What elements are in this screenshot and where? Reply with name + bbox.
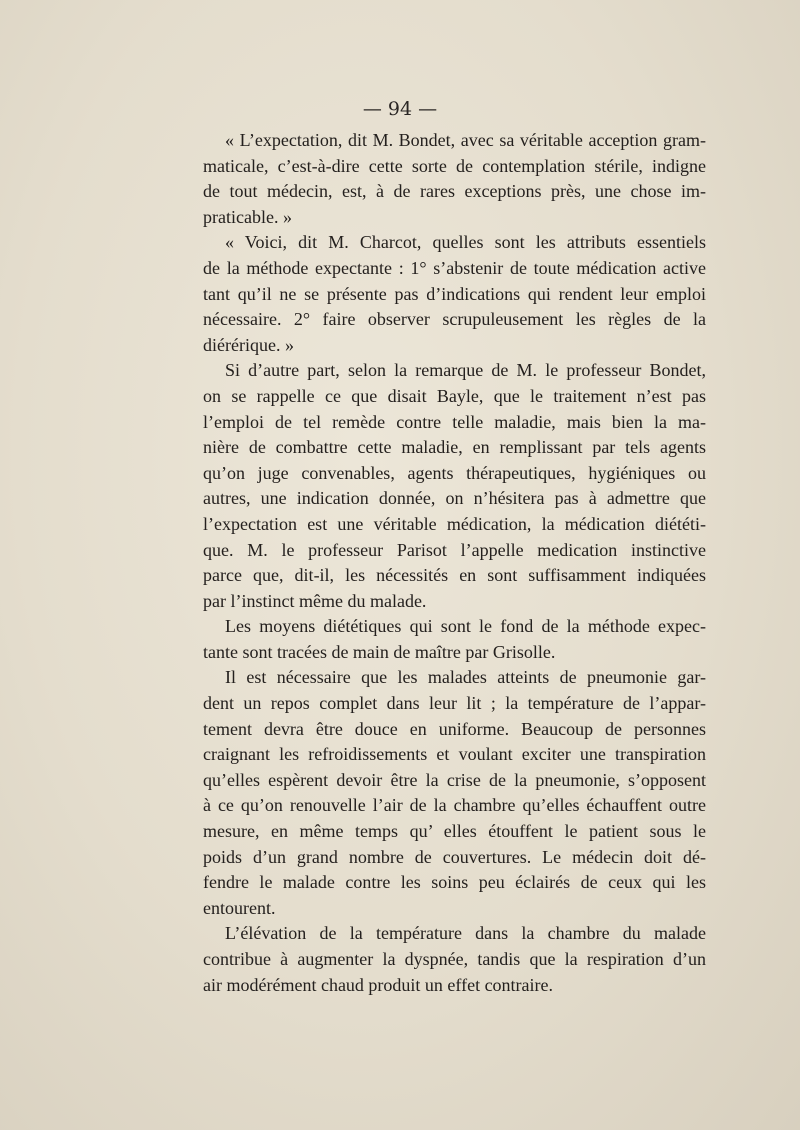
text-line: craignant les refroidissements et voulant exciter une transpiration [203,744,706,765]
text-line: que. M. le professeur Parisot l’appelle medication instinctive [203,539,706,560]
text-line: à ce qu’on renouvelle l’air de la chambre qu’elles échauffent outre [203,795,706,816]
text-line: qu’on juge convenables, agents thérapeutiques, hygiéniques ou [203,462,706,483]
text-line: Si d’autre part, selon la remarque de M. le professeur Bondet, [225,360,706,381]
text-line: diérérique. » [203,334,294,355]
text-line: de tout médecin, est, à de rares exceptions près, une chose im- [203,181,706,202]
text-line: maticale, c’est-à-dire cette sorte de contemplation stérile, indigne [203,155,706,176]
text-line: contribue à augmenter la dyspnée, tandis que la respiration d’un [203,949,706,969]
text-line: entourent. [203,897,276,918]
text-line: tante sont tracées de main de maître par Grisolle. [203,641,556,662]
paragraph [203,665,706,921]
text-line: de la méthode expectante : 1° s’abstenir de toute médication active [203,257,706,278]
text-line: l’expectation est une véritable médication, la médication diététi- [203,513,706,534]
text-line: fendre le malade contre les soins peu éclairés de ceux qui les [203,872,706,893]
text-line: « Voici, dit M. Charcot, quelles sont les attributs essentiels [225,232,706,253]
text-line: qu’elles espèrent devoir être la crise de la pneumonie, s’opposent [203,769,706,790]
text-line: praticable. » [203,206,292,227]
paragraph [203,614,706,665]
text-line: poids d’un grand nombre de couvertures. Le médecin doit dé- [203,846,706,867]
text-line: tement devra être douce en uniforme. Beaucoup de personnes [203,718,706,739]
text-line: « L’expectation, dit M. Bondet, avec sa véritable acception gram- [225,130,706,150]
paragraph [203,128,706,230]
text-line: nière de combattre cette maladie, en remplissant par tels agents [203,437,706,458]
text-line: parce que, dit-il, les nécessités en sont suffisamment indiquées [203,565,706,586]
text-line: L’élévation de la température dans la chambre du malade [225,923,706,944]
paragraph [203,921,706,998]
text-line: autres, une indication donnée, on n’hésitera pas à admettre que [203,488,706,509]
text-line: l’emploi de tel remède contre telle maladie, mais bien la ma- [203,411,706,432]
paragraph [203,358,706,614]
text-line: par l’instinct même du malade. [203,590,427,611]
text-line: mesure, en même temps qu’ elles étouffent le patient sous le [203,821,706,842]
text-line: tant qu’il ne se présente pas d’indications qui rendent leur emploi [203,283,706,304]
text-line: air modérément chaud produit un effet contraire. [203,974,554,995]
text-line: nécessaire. 2° faire observer scrupuleusement les règles de la [203,309,706,330]
paragraph [203,230,706,358]
text-line: Les moyens diététiques qui sont le fond de la méthode expec- [225,616,706,637]
page-number: — 94 — [362,98,438,120]
text-line: on se rappelle ce que disait Bayle, que le traitement n’est pas [203,385,706,406]
text-line: Il est nécessaire que les malades atteints de pneumonie gar- [225,667,706,688]
text-line: dent un repos complet dans leur lit ; la température de l’appar- [203,693,706,714]
body-text [203,128,706,998]
